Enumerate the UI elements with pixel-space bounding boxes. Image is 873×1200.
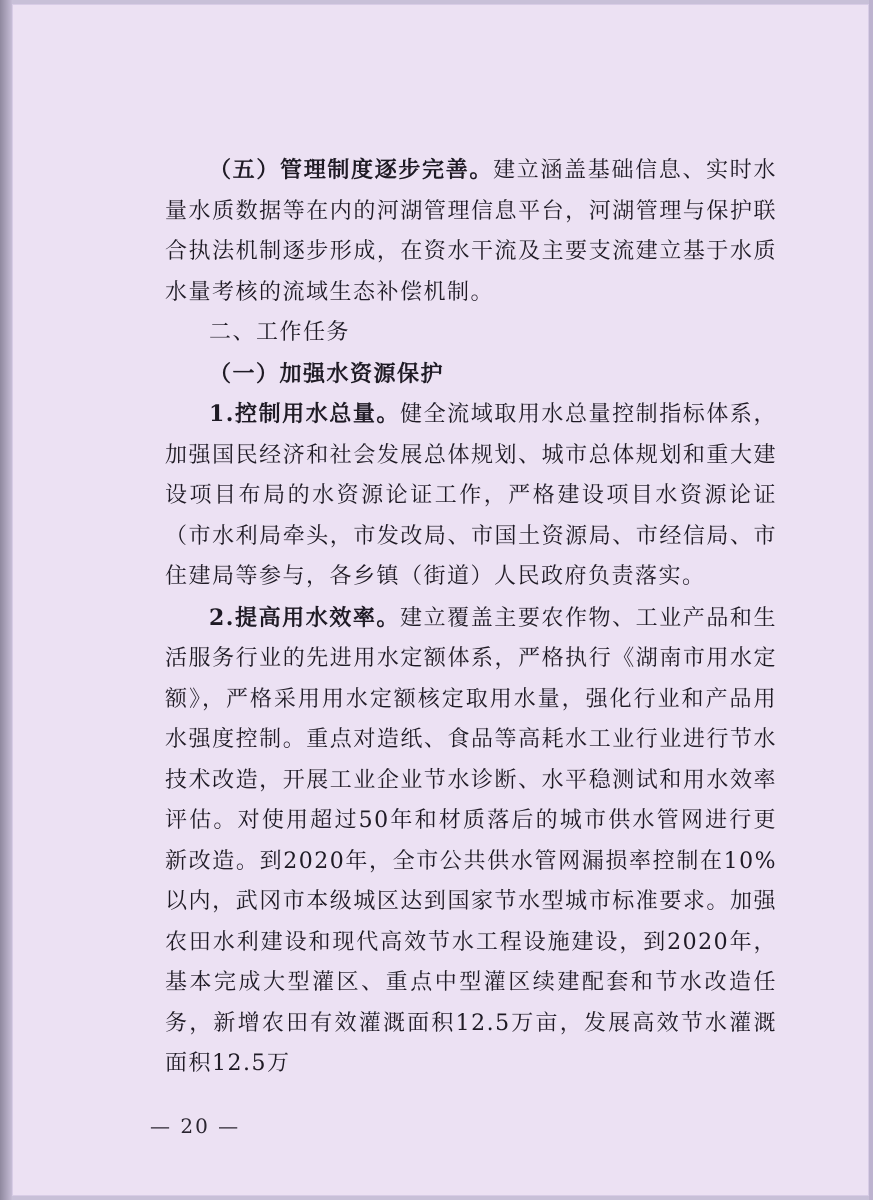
paragraph-lead: 1.控制用水总量。 — [209, 401, 400, 427]
page-number: — 20 — — [150, 1114, 241, 1138]
paragraph-water-efficiency — [165, 598, 777, 1085]
document-body — [165, 150, 777, 1085]
paragraph-body: 建立覆盖主要农作物、工业产品和生活服务行业的先进用水定额体系，严格执行《湖南市用水定额》，严格采用用水定额核定取用水量，强化行业和产品用水强度控制。重点对造纸、食品等高耗水工业行业进行节水技术改造，开展工业企业节水诊断、水平稳测试和用水效率评估。对使用超过50年和材质落后的城市供水管网进行更新改造。到2020年，全市公共供水管网漏损率控制在10%以内，武冈市本级城区达到国家节水型城市标准要求。加强农田水利建设和现代高效节水工程设施建设，到2020年，基本完成大型灌区、重点中型灌区续建配套和节水改造任务，新增农田有效灌溉面积12.5万亩，发展高效节水灌溉面积12.5万 — [165, 605, 777, 1076]
paragraph-lead: 2.提高用水效率。 — [209, 604, 400, 631]
paragraph-lead: （五）管理制度逐步完善。 — [209, 157, 494, 183]
subsection-heading: （一）加强水资源保护 — [209, 360, 445, 387]
paragraph-control-total-water — [165, 394, 777, 598]
paragraph-management-system — [165, 150, 777, 313]
paragraph-body: 建立涵盖基础信息、实时水量水质数据等在内的河湖管理信息平台，河湖管理与保护联合执法机制逐步形成，在资水干流及主要支流建立基于水质水量考核的流域生态补偿机制。 — [165, 158, 777, 305]
section-heading: 二、工作任务 — [209, 320, 351, 345]
scan-right-edge — [869, 0, 873, 1200]
paragraph-body: 健全流域取用水总量控制指标体系，加强国民经济和社会发展总体规划、城市总体规划和重大建设项目布局的水资源论证工作，严格建设项目水资源论证（市水利局牵头，市发改局、市国土资源局、市经信局、市住建局等参与，各乡镇（街道）人民政府负责落实。 — [165, 402, 777, 589]
scan-left-edge — [0, 0, 12, 1200]
